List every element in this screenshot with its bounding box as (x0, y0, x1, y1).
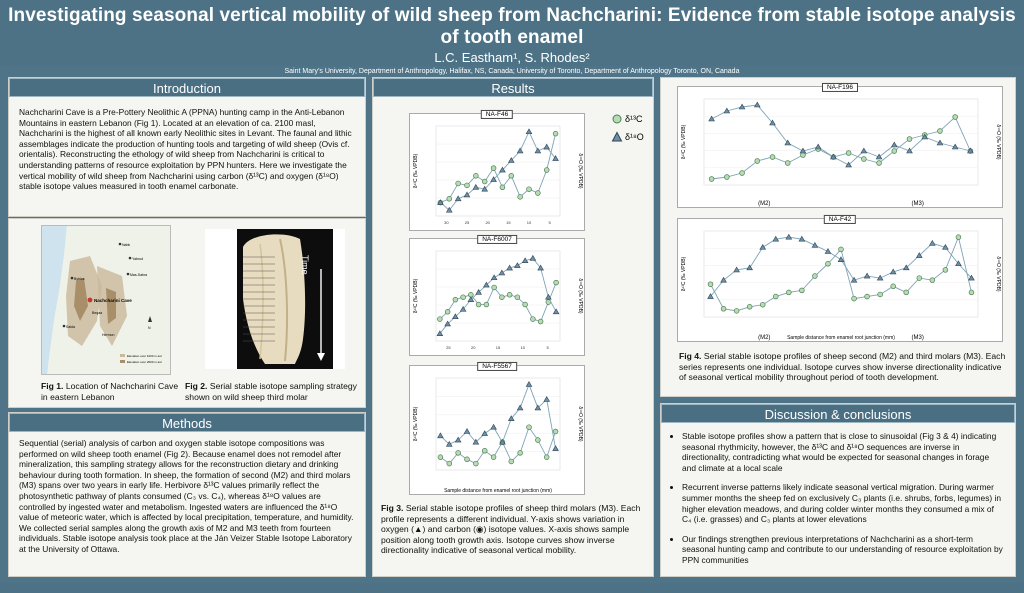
c13-point (943, 268, 948, 273)
o18-point (864, 273, 870, 278)
c13-point (721, 306, 726, 311)
plot-area (436, 126, 560, 216)
legend-o18-label: δ¹⁸O (625, 132, 644, 142)
fig4-panel (660, 77, 1016, 397)
c13-point (515, 295, 520, 300)
results-heading: Results (373, 78, 653, 97)
figures-panel (8, 218, 366, 408)
o18-point (825, 249, 831, 254)
svg-text:Elevation over 2000 m asl: Elevation over 2000 m asl (127, 360, 162, 364)
svg-text:Mas-Sabra: Mas-Sabra (130, 273, 148, 277)
location-map (41, 225, 171, 375)
c13-point (453, 297, 458, 302)
x-tick-label: 5 (548, 220, 551, 225)
c13-point (852, 296, 857, 301)
m3-label: (M3) (911, 335, 924, 341)
o18-point (517, 148, 523, 153)
c13-point (518, 450, 523, 455)
c13-point (473, 173, 478, 178)
o18-point (747, 265, 753, 270)
svg-text:N: N (148, 326, 151, 330)
chart-na-f5567-title: NA-F5567 (477, 362, 517, 371)
c13-point (740, 171, 745, 176)
fig4-caption-text: Serial stable isotope profiles of sheep second (M2) and third molars (M3). Each series represents one individual. Isotope curves show inverse directionality indicative of seasonal vertical mobility throughout period of tooth development. (679, 351, 1006, 383)
x-tick-label: 30 (444, 220, 449, 225)
legend-c13 (611, 112, 651, 126)
y-axis-label-right: δ¹⁸O (‰ VPDB) (577, 278, 583, 314)
o18-point (464, 429, 470, 434)
legend-o18-marker (611, 131, 623, 143)
methods-heading: Methods (9, 413, 365, 432)
o18-point (544, 144, 550, 149)
c13-point (904, 290, 909, 295)
discussion-panel (660, 403, 1016, 577)
chart-na-f196-svg (678, 87, 1004, 209)
c13-point (553, 429, 558, 434)
c13-point (544, 168, 549, 173)
c13-point (956, 235, 961, 240)
y-axis-label-left: δ¹³C (‰ VPDB) (681, 256, 687, 292)
c13-series-line (440, 427, 555, 463)
discussion-body (661, 423, 1015, 566)
fig2-caption-text: Serial stable isotope sampling strategy shown on wild sheep third molar (185, 381, 357, 402)
c13-point (773, 294, 778, 299)
svg-text:Byblos: Byblos (74, 277, 85, 281)
y-axis-label-right: δ¹⁸O (‰ VPDB) (577, 153, 583, 189)
nachcharini-marker (88, 298, 93, 303)
svg-text:Nabk: Nabk (122, 243, 131, 247)
x-tick-label: 5 (546, 345, 549, 350)
o18-point (473, 184, 479, 189)
c13-point (917, 276, 922, 281)
x-tick-label: 25 (464, 220, 470, 225)
x-tick-label: 20 (470, 345, 476, 350)
time-label: Time (300, 255, 310, 275)
c13-point (500, 185, 505, 190)
c13-point (527, 425, 532, 430)
methods-text: Sequential (serial) analysis of carbon and oxygen stable isotope compositions was performed on wild sheep tooth enamel (Fig 2). Because enamel does not remodel after mineralization, this sampling strategy allows for the reconstruction dietary and drinking behaviour during tooth formation. In sheep, the formation of second (M2) and third molars (M3) spans over two years in early life. Herbivore δ¹³C values primarily reflect the photosynthetic pathway of plants consumed (C₃ vs. C₄), whereas δ¹⁸O values are controlled by ingested water and metabolism. Ingested waters are influenced the δ¹⁸O value of meteoric water, which is affected by local precipitation, temperature, and humidity. We collected serial samples along the growth axis of M2 and M3 teeth from fourteen individuals. Stable isotope analysis took place at the Ján Veizer Stable Isotope Laboratory at the University of Ottawa. (19, 438, 354, 554)
o18-point (760, 245, 766, 250)
c13-point (530, 317, 535, 322)
tooth-photo (205, 229, 345, 369)
c13-point (878, 292, 883, 297)
c13-point (476, 302, 481, 307)
c13-point (507, 292, 512, 297)
c13-point (535, 191, 540, 196)
fig1-caption-label: Fig 1. (41, 381, 64, 391)
chart-na-f42 (677, 215, 1003, 342)
c13-point (509, 459, 514, 464)
svg-text:Beqaa: Beqaa (92, 311, 103, 315)
c13-point (518, 194, 523, 199)
chart-na-f46-title: NA-F46 (481, 110, 513, 119)
o18-point (891, 142, 897, 147)
o18-point (526, 382, 532, 387)
c13-point (891, 284, 896, 289)
introduction-panel (8, 77, 366, 217)
o18-point (930, 240, 936, 245)
o18-point (812, 243, 818, 248)
chart-na-f196-title: NA-F196 (822, 83, 858, 92)
x-tick-label: 15 (495, 345, 501, 350)
methods-panel (8, 412, 366, 577)
plot-area (436, 251, 560, 341)
m3-label: (M3) (911, 201, 924, 207)
x-axis-label: Sample distance from enamel root junction (mm) (787, 335, 895, 341)
o18-point (709, 116, 715, 121)
c13-point (447, 461, 452, 466)
c13-point (484, 302, 489, 307)
poster-affiliations: Saint Mary’s University, Department of Anthropology, Halifax, NS, Canada; University of Toronto, Department of Anthropology Toronto, ON, Canada (284, 68, 740, 75)
c13-point (523, 302, 528, 307)
c13-point (846, 151, 851, 156)
c13-point (785, 161, 790, 166)
discussion-bullet: • Stable isotope profiles show a pattern that is close to sinusoidal (Fig 3 & 4) indicating seasonal rhythmicity, however, the δ¹³C and δ¹⁸O sequences are inverse in directionality, contradicting what would be expected for seasonal changes in forage and climate at a local scale (682, 431, 1005, 473)
c13-point (456, 450, 461, 455)
o18-series-line (712, 105, 971, 165)
c13-point (456, 181, 461, 186)
o18-point (438, 433, 444, 438)
c13-point (938, 129, 943, 134)
c13-point (482, 179, 487, 184)
fig2-caption (185, 381, 365, 402)
discussion-bullet: • Recurrent inverse patterns likely indicate seasonal vertical migration. During warmer summer months the sheep fed on exclusively C₃ plants (i.e. shrubs, forbs, legumes) in higher elevation meadows, and during colder winter months they consumed a mix of C₄ (i.e. grasses) and C₃ plants at lower elevations (682, 482, 1005, 524)
fig1-caption-text: Location of Nachcharini Cave in eastern Lebanon (41, 381, 179, 402)
introduction-heading: Introduction (9, 78, 365, 97)
c13-point (839, 247, 844, 252)
svg-text:Hermon: Hermon (102, 333, 115, 337)
y-axis-label-left: δ¹³C (‰ VPDB) (413, 406, 419, 442)
poster-footer (0, 583, 1024, 593)
x-tick-label: 20 (485, 220, 490, 225)
chart-na-f6007-title: NA-F6007 (477, 235, 517, 244)
poster-title: Investigating seasonal vertical mobility of wild sheep from Nachcharini: Evidence from stable isotope analysis of tooth enamel (8, 5, 1016, 48)
y-axis-label-left: δ¹³C (‰ VPDB) (413, 153, 419, 189)
svg-text:Saida: Saida (66, 325, 75, 329)
c13-point (709, 177, 714, 182)
c13-point (877, 161, 882, 166)
fig4-caption (679, 351, 1009, 383)
c13-point (447, 196, 452, 201)
c13-point (465, 457, 470, 462)
o18-point (553, 446, 559, 451)
plot-area (704, 231, 978, 317)
c13-point (554, 280, 559, 285)
y-axis-label-right: δ¹⁸O (‰ VPDB) (995, 124, 1001, 160)
map-label-site: Nachcharini Cave (94, 298, 132, 303)
fig3-caption-text: Serial stable isotope profiles of sheep third molars (M3). Each profile represents a different individual. Y-axis shows variation in oxygen (▲) and carbon (◉) isotope values. X-axis shows sample position along tooth growth axis. Isotope curves show inverse directionality indicative of seasonal vertical mobility. (381, 503, 641, 556)
poster-authors: L.C. Eastham¹, S. Rhodes² (434, 50, 590, 65)
plot-area (436, 378, 560, 470)
c13-point (786, 290, 791, 295)
c13-point (491, 455, 496, 460)
c13-point (801, 153, 806, 158)
svg-text:Elevation over 1000 m asl: Elevation over 1000 m asl (127, 354, 162, 358)
o18-point (530, 255, 536, 260)
o18-point (544, 397, 550, 402)
c13-point (799, 288, 804, 293)
c13-point (461, 295, 466, 300)
chart-na-f46-svg (410, 114, 586, 232)
fig1-caption (41, 381, 186, 402)
o18-point (499, 270, 505, 275)
c13-point (437, 317, 442, 322)
chart-na-f196 (677, 83, 1003, 208)
c13-point (826, 261, 831, 266)
c13-point (930, 278, 935, 283)
chart-na-f6007-svg (410, 239, 586, 357)
poster-header (0, 0, 1024, 75)
c13-point (755, 159, 760, 164)
legend-c13-marker (611, 113, 623, 125)
x-tick-label: 10 (526, 220, 532, 225)
svg-text:Yabrud: Yabrud (132, 257, 144, 261)
legend-o18 (611, 130, 651, 144)
x-axis-label: Sample distance from enamel root junction (mm) (444, 488, 552, 494)
o18-point (491, 275, 497, 280)
x-tick-label: 10 (520, 345, 526, 350)
m2-label: (M2) (758, 201, 771, 207)
c13-point (892, 149, 897, 154)
c13-point (953, 115, 958, 120)
c13-point (492, 285, 497, 290)
c13-point (535, 438, 540, 443)
c13-series-line (712, 117, 971, 179)
c13-point (747, 304, 752, 309)
sample-locations-label: Sample locations (215, 265, 225, 331)
discussion-bullet: • Our findings strengthen previous interpretations of Nachcharini as a short-term seasonal hunting camp and contribute to our understanding of resource exploitation by PPN communities (682, 534, 1005, 566)
c13-point (473, 461, 478, 466)
c13-point (438, 455, 443, 460)
c13-point (861, 157, 866, 162)
c13-point (445, 309, 450, 314)
c13-point (509, 173, 514, 178)
c13-point (491, 166, 496, 171)
y-axis-label-left: δ¹³C (‰ VPDB) (681, 124, 687, 160)
chart-na-f5567-svg (410, 366, 586, 496)
introduction-text: Nachcharini Cave is a Pre-Pottery Neolithic A (PPNA) hunting camp in the Anti-Lebanon Mountains in eastern Lebanon (Fig 1). Located at an elevation of ca. 2100 masl, Nachcharini is the highest of all known early Neolithic sites in Levant. The faunal and lithic assemblages indicate the production of hunting tools and targeting of wild sheep (Ovis cf. orientalis). Reconstructing the ethology of wild sheep from Nachcharini is critical to understanding patterns of resource exploitation by PPN hunters. Here we investigate the vertical mobility of wild sheep from Nachcharini using carbon (δ¹³C) and oxygen (δ¹⁸O) stable isotope values measured in tooth enamel carbonate. (19, 107, 352, 192)
c13-series-line (440, 283, 556, 322)
chart-na-f5567 (409, 362, 585, 495)
chart-na-f42-title: NA-F42 (824, 215, 856, 224)
chart-na-f6007 (409, 235, 585, 356)
o18-point (553, 309, 559, 314)
c13-point (482, 448, 487, 453)
o18-point (517, 405, 523, 410)
c13-point (538, 319, 543, 324)
y-axis-label-right: δ¹⁸O (‰ VPDB) (995, 256, 1001, 292)
c13-point (724, 175, 729, 180)
c13-point (813, 274, 818, 279)
c13-point (770, 155, 775, 160)
o18-point (815, 144, 821, 149)
chart-na-f46 (409, 110, 585, 231)
m2-label: (M2) (758, 335, 771, 341)
fig3-caption (381, 503, 649, 556)
c13-point (907, 137, 912, 142)
c13-point (465, 183, 470, 188)
fig2-caption-label: Fig 2. (185, 381, 208, 391)
o18-point (526, 129, 532, 134)
o18-point (515, 263, 521, 268)
discussion-heading: Discussion & conclusions (661, 404, 1015, 423)
x-tick-label: 15 (506, 220, 511, 225)
c13-point (499, 295, 504, 300)
c13-point (760, 302, 765, 307)
c13-point (553, 131, 558, 136)
c13-point (527, 187, 532, 192)
chart-na-f42-svg (678, 219, 1004, 343)
c13-point (969, 290, 974, 295)
o18-point (786, 234, 792, 239)
fig3-caption-label: Fig 3. (381, 503, 404, 513)
o18-point (491, 424, 497, 429)
fig4-caption-label: Fig 4. (679, 351, 702, 361)
c13-point (544, 455, 549, 460)
o18-point (754, 102, 760, 107)
results-legend (611, 112, 651, 144)
x-tick-label: 25 (446, 345, 451, 350)
results-panel (372, 77, 654, 577)
c13-point (865, 294, 870, 299)
c13-point (734, 308, 739, 313)
c13-point (708, 282, 713, 287)
y-axis-label-right: δ¹⁸O (‰ VPDB) (577, 406, 583, 442)
legend-c13-label: δ¹³C (625, 114, 643, 124)
y-axis-label-left: δ¹³C (‰ VPDB) (413, 278, 419, 314)
